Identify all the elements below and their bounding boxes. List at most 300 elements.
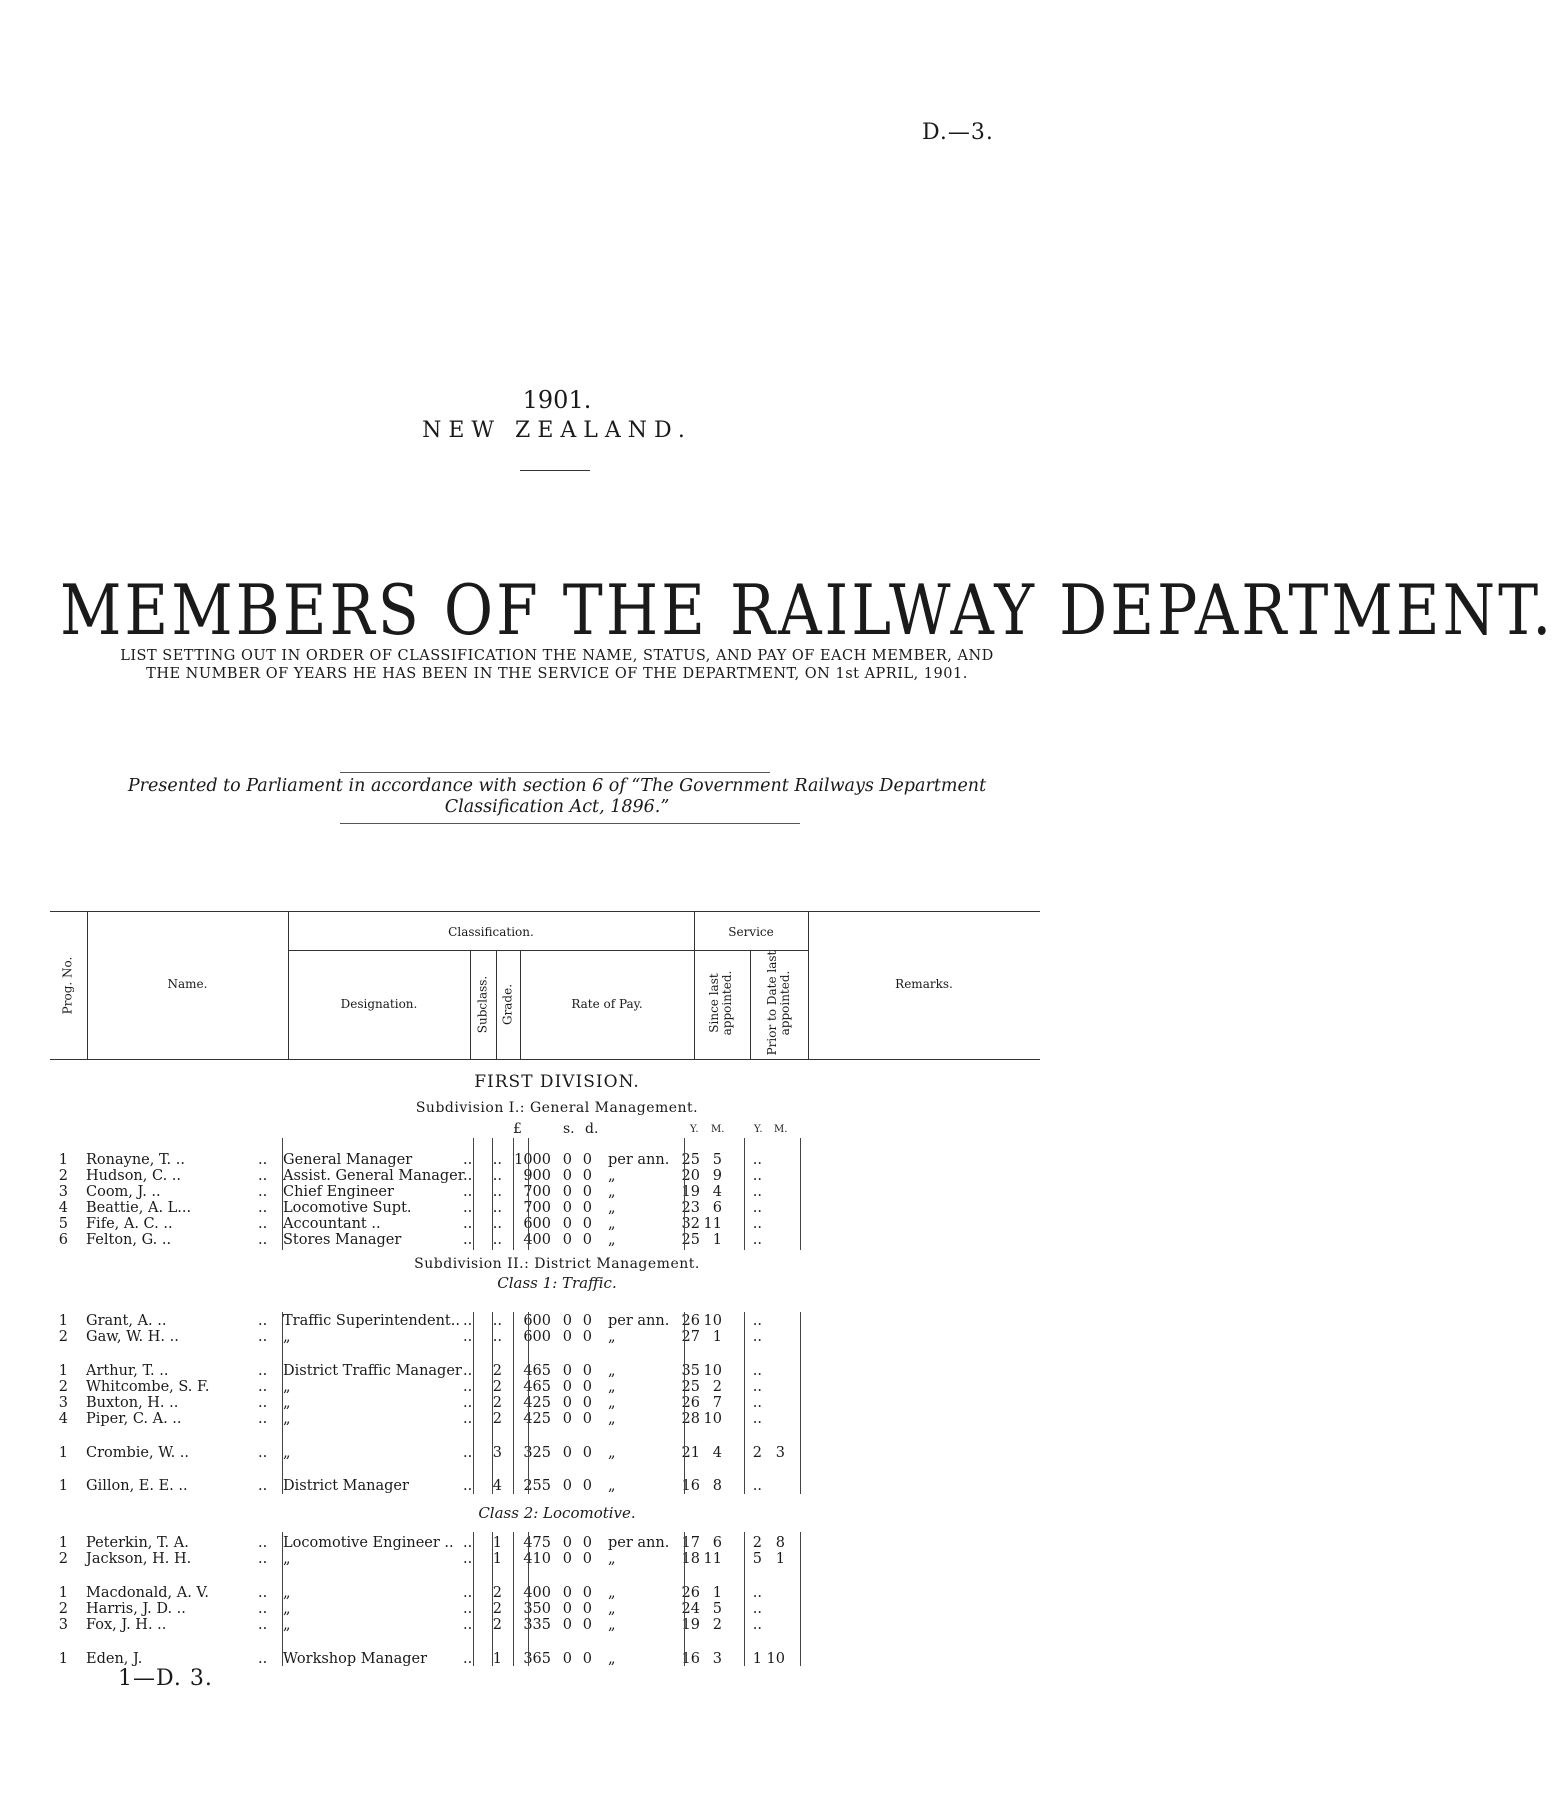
designation: „ (283, 1445, 291, 1461)
prior-years: 1 (752, 1651, 762, 1667)
page-footer: 1—D. 3. (118, 1666, 213, 1691)
pay-shillings: 0 (562, 1168, 572, 1184)
table-row (50, 1232, 810, 1248)
designation: Assist. General Manager (283, 1168, 465, 1184)
since-months: 6 (712, 1200, 722, 1216)
grade: .. (492, 1152, 502, 1168)
pay-period: „ (608, 1168, 616, 1184)
since-years: 19 (681, 1184, 700, 1200)
pay-pence: 0 (582, 1651, 592, 1667)
subclass: .. (463, 1551, 473, 1567)
pay-period: „ (608, 1617, 616, 1633)
pay-shillings: 0 (562, 1651, 572, 1667)
since-months: 9 (712, 1168, 722, 1184)
leader-dots: .. (258, 1551, 268, 1567)
pay-pounds: 400 (523, 1232, 551, 1248)
pay-shillings: 0 (562, 1232, 572, 1248)
pay-period: „ (608, 1232, 616, 1248)
subclass: .. (463, 1152, 473, 1168)
designation: District Traffic Manager (283, 1363, 462, 1379)
presented-note (80, 776, 1034, 818)
designation: Locomotive Engineer .. (283, 1535, 454, 1551)
prog-no: 3 (58, 1395, 68, 1411)
pay-pence: 0 (582, 1216, 592, 1232)
pay-pence: 0 (582, 1411, 592, 1427)
pay-pounds: 410 (523, 1551, 551, 1567)
years-unit: Y. (690, 1124, 699, 1135)
pay-pence: 0 (582, 1152, 592, 1168)
table-row (50, 1601, 810, 1617)
presented-line-1: Presented to Parliament in accordance with section 6 of “The Government Railways Department (127, 776, 987, 796)
leader-dots: .. (258, 1585, 268, 1601)
designation: District Manager (283, 1478, 409, 1494)
pay-pence: 0 (582, 1445, 592, 1461)
column-rule (513, 1312, 514, 1494)
column-rule (492, 1138, 493, 1250)
pay-shillings: 0 (562, 1411, 572, 1427)
grade-header: Grade. (500, 983, 515, 1026)
pay-period: „ (608, 1445, 616, 1461)
designation: Chief Engineer (283, 1184, 394, 1200)
since-years: 18 (681, 1551, 700, 1567)
prog-no-header: Prog. No. (60, 956, 75, 1015)
prog-no: 1 (58, 1478, 68, 1494)
subclass: .. (463, 1363, 473, 1379)
member-name: Fox, J. H. .. (86, 1617, 167, 1633)
prog-no: 5 (58, 1216, 68, 1232)
since-years: 25 (681, 1232, 700, 1248)
member-name: Gaw, W. H. .. (86, 1329, 179, 1345)
since-months: 6 (712, 1535, 722, 1551)
grade: .. (492, 1313, 502, 1329)
designation: „ (283, 1411, 291, 1427)
leader-dots: .. (258, 1379, 268, 1395)
subclass: .. (463, 1535, 473, 1551)
since-months: 1 (712, 1585, 722, 1601)
column-rule (282, 1532, 283, 1666)
pay-pounds: 600 (523, 1329, 551, 1345)
shillings-unit: s. (563, 1121, 575, 1137)
pay-pounds: 600 (523, 1216, 551, 1232)
table-header (50, 911, 1040, 1060)
prior-years: .. (752, 1363, 762, 1379)
leader-dots: .. (258, 1395, 268, 1411)
prog-no: 1 (58, 1585, 68, 1601)
pay-period: „ (608, 1379, 616, 1395)
column-rule (684, 1532, 685, 1666)
pay-pence: 0 (582, 1478, 592, 1494)
leader-dots: .. (258, 1445, 268, 1461)
pay-pence: 0 (582, 1617, 592, 1633)
class-1-heading: Class 1: Traffic. (497, 1274, 617, 1292)
since-years: 16 (681, 1651, 700, 1667)
pay-pounds: 465 (523, 1379, 551, 1395)
prog-no: 2 (58, 1601, 68, 1617)
subclass: .. (463, 1478, 473, 1494)
prog-no: 4 (58, 1200, 68, 1216)
prog-no: 6 (58, 1232, 68, 1248)
column-rule (473, 1312, 474, 1494)
rate-of-pay-header: Rate of Pay. (571, 997, 643, 1011)
subclass: .. (463, 1651, 473, 1667)
leader-dots: .. (258, 1184, 268, 1200)
grade: 3 (492, 1445, 502, 1461)
subclass: .. (463, 1617, 473, 1633)
since-years: 28 (681, 1411, 700, 1427)
pay-pounds: 325 (523, 1445, 551, 1461)
pay-period: „ (608, 1363, 616, 1379)
member-name: Crombie, W. .. (86, 1445, 190, 1461)
since-years: 25 (681, 1152, 700, 1168)
table-row (50, 1651, 810, 1667)
leader-dots: .. (258, 1216, 268, 1232)
presented-line-2: Classification Act, 1896.” (444, 797, 670, 817)
leader-dots: .. (258, 1651, 268, 1667)
leader-dots: .. (258, 1535, 268, 1551)
subdivision-2-heading: Subdivision II.: District Management. (414, 1256, 700, 1272)
column-rule (528, 1312, 529, 1494)
subdivision-1-heading: Subdivision I.: General Management. (415, 1100, 699, 1116)
member-name: Harris, J. D. .. (86, 1601, 186, 1617)
since-months: 11 (703, 1216, 722, 1232)
designation: Accountant .. (283, 1216, 381, 1232)
prior-years: .. (752, 1313, 762, 1329)
class-2-heading: Class 2: Locomotive. (478, 1504, 636, 1522)
pay-shillings: 0 (562, 1313, 572, 1329)
pay-pence: 0 (582, 1184, 592, 1200)
remarks-header: Remarks. (895, 977, 953, 991)
pay-pence: 0 (582, 1601, 592, 1617)
prog-no: 1 (58, 1313, 68, 1329)
prior-years: .. (752, 1184, 762, 1200)
name-header: Name. (167, 977, 208, 991)
subclass: .. (463, 1395, 473, 1411)
prog-no: 2 (58, 1551, 68, 1567)
prior-years: .. (752, 1585, 762, 1601)
page-subtitle (50, 647, 1064, 683)
member-name: Buxton, H. .. (86, 1395, 179, 1411)
subclass: .. (463, 1168, 473, 1184)
member-name: Coom, J. .. (86, 1184, 161, 1200)
pay-shillings: 0 (562, 1478, 572, 1494)
column-rule (473, 1138, 474, 1250)
months-unit: M. (711, 1124, 725, 1135)
pay-period: per ann. (608, 1313, 670, 1329)
since-years: 19 (681, 1617, 700, 1633)
prior-years: 5 (752, 1551, 762, 1567)
pay-shillings: 0 (562, 1585, 572, 1601)
prior-years: .. (752, 1379, 762, 1395)
member-name: Piper, C. A. .. (86, 1411, 182, 1427)
prior-years: .. (752, 1601, 762, 1617)
pay-period: „ (608, 1411, 616, 1427)
designation: „ (283, 1617, 291, 1633)
designation-header: Designation. (340, 997, 418, 1011)
since-months: 10 (703, 1411, 722, 1427)
table-row (50, 1363, 810, 1379)
since-years: 24 (681, 1601, 700, 1617)
member-name: Hudson, C. .. (86, 1168, 182, 1184)
pay-shillings: 0 (562, 1184, 572, 1200)
prog-no: 1 (58, 1535, 68, 1551)
prior-years: 2 (752, 1535, 762, 1551)
table-row (50, 1535, 810, 1551)
since-months: 2 (712, 1617, 722, 1633)
since-months: 3 (712, 1651, 722, 1667)
grade: .. (492, 1200, 502, 1216)
page-title: MEMBERS OF THE RAILWAY DEPARTMENT. (60, 570, 1554, 652)
since-months: 1 (712, 1232, 722, 1248)
since-months: 4 (712, 1184, 722, 1200)
pay-pounds: 900 (523, 1168, 551, 1184)
leader-dots: .. (258, 1152, 268, 1168)
grade: .. (492, 1329, 502, 1345)
prior-years: .. (752, 1216, 762, 1232)
prog-no: 2 (58, 1379, 68, 1395)
prog-no: 3 (58, 1184, 68, 1200)
since-years: 16 (681, 1478, 700, 1494)
prior-years: .. (752, 1395, 762, 1411)
prior-years: .. (752, 1168, 762, 1184)
leader-dots: .. (258, 1329, 268, 1345)
pay-pence: 0 (582, 1200, 592, 1216)
prog-no: 2 (58, 1168, 68, 1184)
pay-pence: 0 (582, 1329, 592, 1345)
table-row (50, 1313, 810, 1329)
since-years: 20 (681, 1168, 700, 1184)
pay-shillings: 0 (562, 1379, 572, 1395)
prior-years: .. (752, 1232, 762, 1248)
prior-months: 1 (775, 1551, 785, 1567)
years-unit-2: Y. (754, 1124, 763, 1135)
since-months: 2 (712, 1379, 722, 1395)
pay-pounds: 400 (523, 1585, 551, 1601)
pay-pounds: 425 (523, 1411, 551, 1427)
leader-dots: .. (258, 1478, 268, 1494)
leader-dots: .. (258, 1232, 268, 1248)
table-row (50, 1585, 810, 1601)
table-row (50, 1184, 810, 1200)
divider (340, 823, 800, 824)
pay-pence: 0 (582, 1313, 592, 1329)
designation: Stores Manager (283, 1232, 402, 1248)
column-rule (473, 1532, 474, 1666)
prior-to-date-header: Prior to Date last appointed. (765, 950, 792, 1056)
pay-pounds: 1000 (514, 1152, 551, 1168)
since-months: 7 (712, 1395, 722, 1411)
pay-pence: 0 (582, 1232, 592, 1248)
pay-shillings: 0 (562, 1535, 572, 1551)
grade: 4 (492, 1478, 502, 1494)
since-months: 11 (703, 1551, 722, 1567)
table-row (50, 1168, 810, 1184)
table-row (50, 1379, 810, 1395)
leader-dots: .. (258, 1200, 268, 1216)
table-row (50, 1216, 810, 1232)
subtitle-line-2: THE NUMBER OF YEARS HE HAS BEEN IN THE SERVICE OF THE DEPARTMENT, ON 1st APRIL, 1901. (146, 666, 968, 682)
grade: 2 (492, 1585, 502, 1601)
subtitle-line-1: LIST SETTING OUT IN ORDER OF CLASSIFICATION THE NAME, STATUS, AND PAY OF EACH MEMBER, AND (120, 648, 994, 664)
pay-pounds: 425 (523, 1395, 551, 1411)
classification-header: Classification. (448, 925, 534, 939)
prior-years: 2 (752, 1445, 762, 1461)
subclass: .. (463, 1585, 473, 1601)
column-rule (744, 1532, 745, 1666)
pay-shillings: 0 (562, 1551, 572, 1567)
subclass: .. (463, 1200, 473, 1216)
pay-pence: 0 (582, 1585, 592, 1601)
since-years: 26 (681, 1585, 700, 1601)
grade: 2 (492, 1379, 502, 1395)
document-year: 1901. (522, 386, 592, 414)
since-years: 23 (681, 1200, 700, 1216)
pay-pence: 0 (582, 1535, 592, 1551)
grade: 1 (492, 1651, 502, 1667)
grade: 2 (492, 1601, 502, 1617)
since-months: 5 (712, 1601, 722, 1617)
prior-months: 3 (775, 1445, 785, 1461)
since-years: 17 (681, 1535, 700, 1551)
pay-period: „ (608, 1329, 616, 1345)
pay-period: „ (608, 1395, 616, 1411)
leader-dots: .. (258, 1168, 268, 1184)
grade: 2 (492, 1363, 502, 1379)
column-rule (282, 1138, 283, 1250)
prior-years: .. (752, 1478, 762, 1494)
column-rule (684, 1138, 685, 1250)
since-years: 21 (681, 1445, 700, 1461)
table-row (50, 1617, 810, 1633)
division-heading: FIRST DIVISION. (474, 1072, 640, 1092)
member-name: Eden, J. (86, 1651, 143, 1667)
table-row (50, 1551, 810, 1567)
subclass: .. (463, 1329, 473, 1345)
pay-shillings: 0 (562, 1601, 572, 1617)
column-rule (800, 1312, 801, 1494)
designation: „ (283, 1585, 291, 1601)
pay-shillings: 0 (562, 1395, 572, 1411)
pay-shillings: 0 (562, 1200, 572, 1216)
designation: „ (283, 1379, 291, 1395)
leader-dots: .. (258, 1617, 268, 1633)
pay-pounds: 700 (523, 1184, 551, 1200)
pay-shillings: 0 (562, 1445, 572, 1461)
pence-unit: d. (585, 1121, 599, 1137)
pay-pounds: 475 (523, 1535, 551, 1551)
prog-no: 1 (58, 1445, 68, 1461)
pay-pence: 0 (582, 1551, 592, 1567)
pay-shillings: 0 (562, 1329, 572, 1345)
member-name: Arthur, T. .. (86, 1363, 169, 1379)
pay-period: „ (608, 1200, 616, 1216)
column-rule (528, 1138, 529, 1250)
member-name: Peterkin, T. A. (86, 1535, 189, 1551)
subclass-header: Subclass. (475, 975, 490, 1034)
grade: 2 (492, 1411, 502, 1427)
column-rule (800, 1532, 801, 1666)
prior-months: 8 (775, 1535, 785, 1551)
table-row (50, 1411, 810, 1427)
prior-years: .. (752, 1152, 762, 1168)
pay-pounds: 600 (523, 1313, 551, 1329)
prior-years: .. (752, 1617, 762, 1633)
since-months: 8 (712, 1478, 722, 1494)
member-name: Beattie, A. L... (86, 1200, 192, 1216)
member-name: Ronayne, T. .. (86, 1152, 185, 1168)
prog-no: 1 (58, 1363, 68, 1379)
pay-shillings: 0 (562, 1617, 572, 1633)
member-name: Whitcombe, S. F. (86, 1379, 210, 1395)
designation: General Manager (283, 1152, 413, 1168)
pay-period: „ (608, 1184, 616, 1200)
subclass: .. (463, 1184, 473, 1200)
member-name: Felton, G. .. (86, 1232, 172, 1248)
grade: .. (492, 1232, 502, 1248)
pay-period: per ann. (608, 1152, 670, 1168)
table-row (50, 1329, 810, 1345)
pay-period: per ann. (608, 1535, 670, 1551)
designation: Workshop Manager (283, 1651, 428, 1667)
table-row (50, 1200, 810, 1216)
pay-period: „ (608, 1601, 616, 1617)
subclass: .. (463, 1411, 473, 1427)
prog-no: 2 (58, 1329, 68, 1345)
pay-pence: 0 (582, 1363, 592, 1379)
subclass: .. (463, 1379, 473, 1395)
member-name: Gillon, E. E. .. (86, 1478, 188, 1494)
leader-dots: .. (258, 1411, 268, 1427)
prog-no: 1 (58, 1152, 68, 1168)
since-years: 35 (681, 1363, 700, 1379)
table-row (50, 1395, 810, 1411)
designation: „ (283, 1601, 291, 1617)
member-name: Macdonald, A. V. (86, 1585, 209, 1601)
since-months: 4 (712, 1445, 722, 1461)
grade: .. (492, 1184, 502, 1200)
column-rule (513, 1532, 514, 1666)
pay-pence: 0 (582, 1395, 592, 1411)
prog-no: 1 (58, 1651, 68, 1667)
pay-shillings: 0 (562, 1363, 572, 1379)
subclass: .. (463, 1313, 473, 1329)
member-name: Fife, A. C. .. (86, 1216, 173, 1232)
since-last-header: Since last appointed. (707, 970, 734, 1036)
prior-years: .. (752, 1200, 762, 1216)
subclass: .. (463, 1232, 473, 1248)
service-header: Service (728, 925, 774, 939)
since-years: 32 (681, 1216, 700, 1232)
designation: „ (283, 1329, 291, 1345)
pay-shillings: 0 (562, 1216, 572, 1232)
pay-pence: 0 (582, 1379, 592, 1395)
pay-period: „ (608, 1216, 616, 1232)
pay-period: „ (608, 1478, 616, 1494)
pay-pounds: 255 (523, 1478, 551, 1494)
since-years: 26 (681, 1395, 700, 1411)
grade: 1 (492, 1535, 502, 1551)
since-months: 10 (703, 1313, 722, 1329)
column-rule (800, 1138, 801, 1250)
pay-pounds: 350 (523, 1601, 551, 1617)
divider (520, 470, 590, 471)
subclass: .. (463, 1601, 473, 1617)
pay-period: „ (608, 1585, 616, 1601)
column-rule (684, 1312, 685, 1494)
table-row (50, 1152, 810, 1168)
pay-period: „ (608, 1651, 616, 1667)
column-rule (528, 1532, 529, 1666)
leader-dots: .. (258, 1363, 268, 1379)
